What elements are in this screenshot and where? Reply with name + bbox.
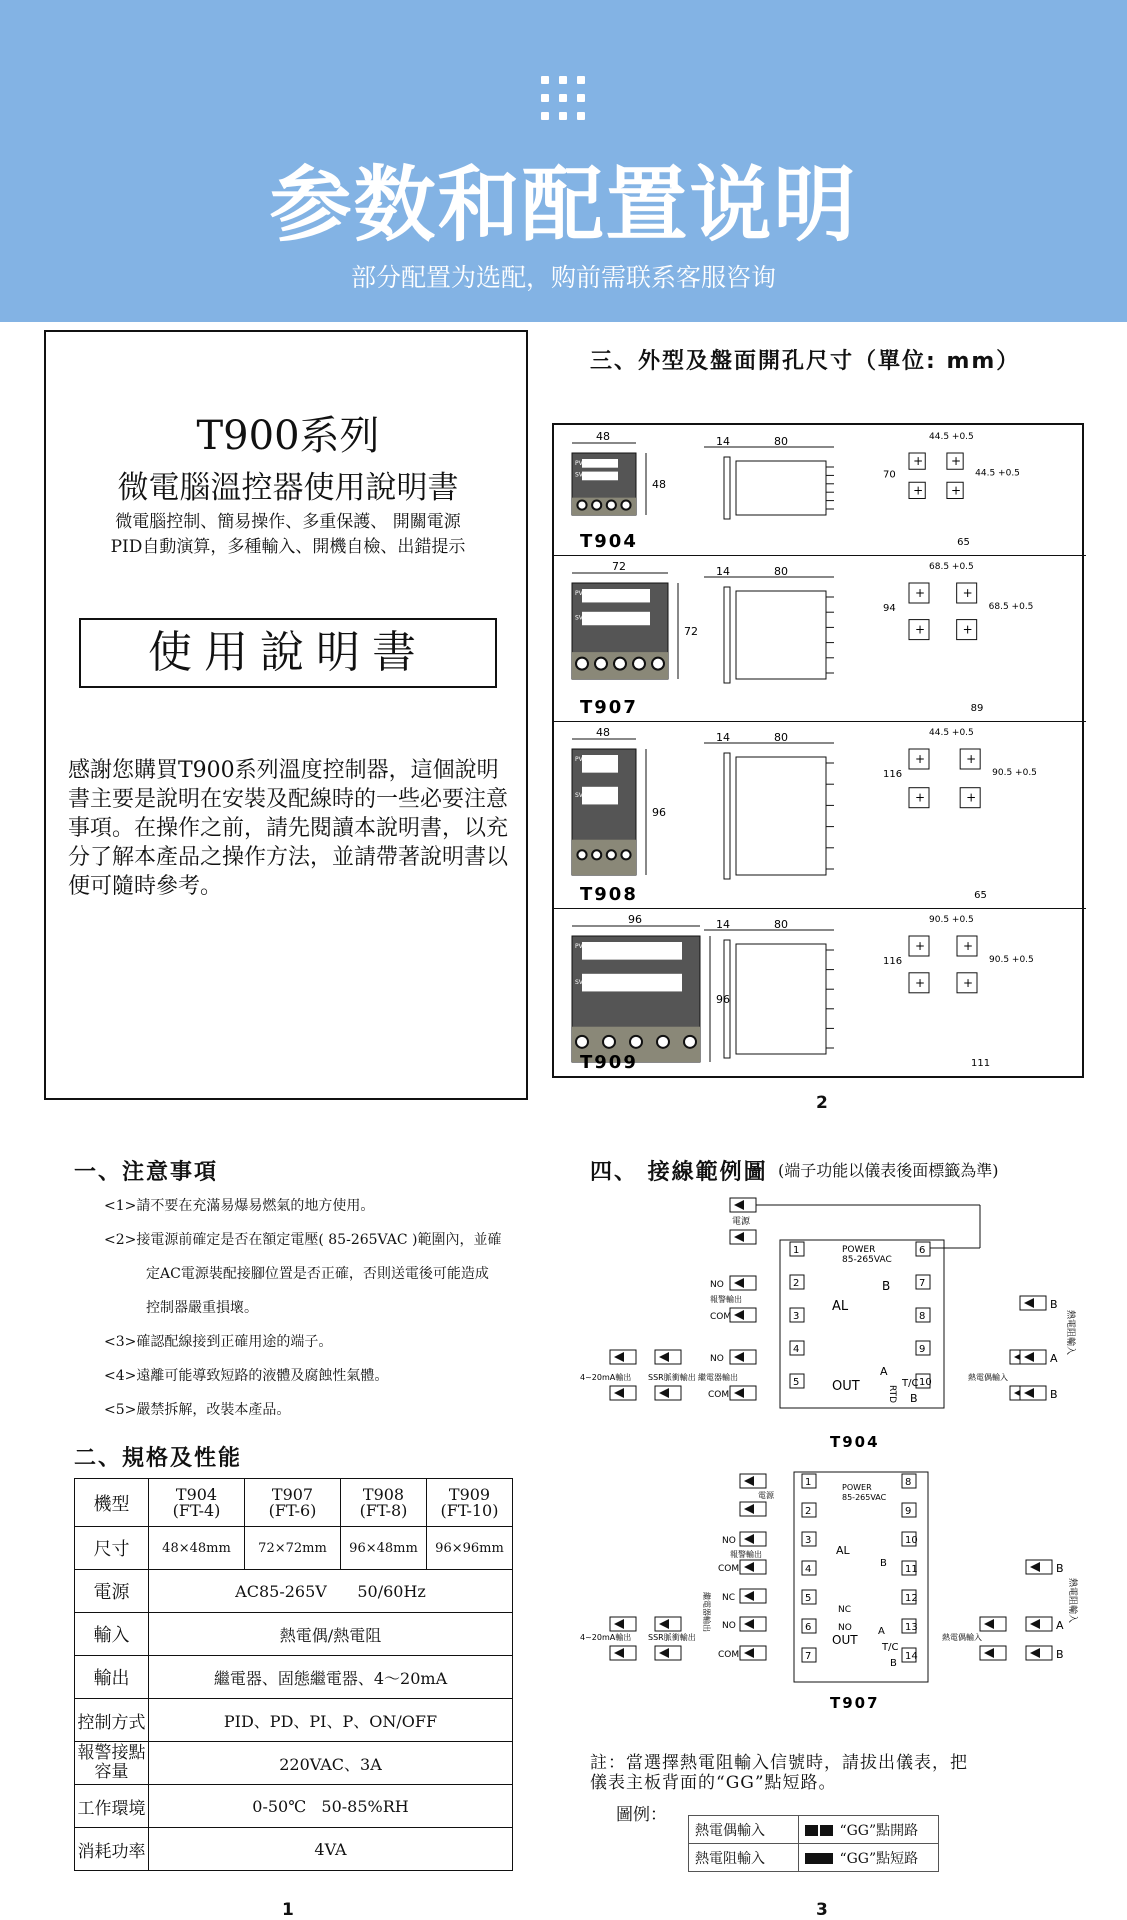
terminal-number: 13 <box>905 1622 918 1633</box>
pitch-horizontal-label: 65 <box>974 890 987 901</box>
banner-title: 参数和配置说明 <box>269 158 858 253</box>
table-row: 報警接點容量 220VAC、3A <box>75 1742 513 1785</box>
panel-button-icon <box>592 850 601 859</box>
side-body <box>736 591 826 679</box>
pitch-vertical-label: 70 <box>883 469 896 481</box>
cautions-list <box>104 1198 544 1436</box>
sv-display <box>582 612 650 625</box>
rtd-label: RTD <box>887 1385 897 1404</box>
crosshair-icon: + <box>915 622 926 637</box>
crosshair-icon: + <box>915 975 926 990</box>
no-label: NO <box>710 1354 724 1364</box>
pv-display <box>582 942 682 960</box>
side-bezel <box>724 587 730 683</box>
terminal-number: 2 <box>793 1278 800 1289</box>
page-number-2: 2 <box>816 1093 828 1113</box>
page-number-1: 1 <box>282 1900 294 1920</box>
relay-output-label: 繼電器輸出 <box>702 1592 711 1632</box>
panel-button-icon <box>633 658 645 670</box>
side-bezel <box>724 753 730 879</box>
section2-title: 二、規格及性能 <box>74 1446 243 1471</box>
dimension-drawings <box>554 425 1082 1076</box>
t907-label: T907 <box>830 1694 880 1710</box>
table-row: 熱電偶輸入 “GG”點開路 <box>689 1816 939 1844</box>
cutout-width-label: 90.5 +0.5 <box>929 915 974 925</box>
sv-display <box>582 974 682 992</box>
panel-button-icon <box>592 501 601 510</box>
terminal-number: 10 <box>919 1377 932 1388</box>
terminal-number: 5 <box>805 1593 812 1604</box>
terminal-number: 2 <box>805 1506 812 1517</box>
depth-a-label: 14 <box>716 435 730 448</box>
depth-b-label: 80 <box>774 435 788 448</box>
crosshair-icon: + <box>915 939 926 953</box>
sv-display <box>582 787 618 805</box>
t904-label: T904 <box>830 1433 880 1451</box>
a-label: A <box>1056 1619 1064 1632</box>
panel-button-icon <box>607 850 616 859</box>
section1-title: 一、注意事項 <box>74 1160 219 1185</box>
terminal-number: 4 <box>793 1344 800 1355</box>
tc-input-label: 熱電偶輸入 <box>968 1373 1008 1382</box>
b-label: B <box>880 1558 887 1569</box>
spec-table <box>74 1478 513 1871</box>
tc-input-label: 熱電偶輸入 <box>942 1633 982 1642</box>
terminal-number: 6 <box>919 1245 926 1256</box>
terminal-number: 9 <box>905 1506 912 1517</box>
terminal-number: 8 <box>919 1311 926 1322</box>
no-label: NO <box>838 1623 852 1633</box>
ma-output-label: 4~20mA輸出 <box>580 1373 632 1382</box>
terminal-number: 1 <box>793 1245 800 1256</box>
cutout-width-label: 44.5 +0.5 <box>929 728 974 738</box>
front-height-label: 72 <box>684 625 698 638</box>
cutout-width-label: 68.5 +0.5 <box>929 562 974 572</box>
pv-display <box>582 589 650 602</box>
terminal-number: 12 <box>905 1593 918 1604</box>
depth-a-label: 14 <box>716 731 730 744</box>
front-height-label: 48 <box>652 478 666 491</box>
caution-item: <4>遠離可能導致短路的液體及腐蝕性氣體。 <box>104 1368 389 1384</box>
com-label: COM <box>708 1390 730 1400</box>
table-row: 控制方式 PID、PD、PI、P、ON/OFF <box>75 1699 513 1742</box>
out-label: OUT <box>832 1379 860 1394</box>
table-row: 機型 T904 (FT-4) T907 (FT-6) T908 (FT-8) T909 (FT-10) <box>75 1479 513 1527</box>
panel-button-icon <box>577 501 586 510</box>
open-swatch-icon <box>805 1825 818 1836</box>
dimension-figure <box>552 423 1084 1078</box>
terminal-number: 1 <box>805 1477 812 1488</box>
terminal-number: 7 <box>919 1278 926 1289</box>
section3-title: 三、外型及盤面開孔尺寸（單位: mm） <box>590 349 1021 374</box>
table-row: 尺寸 48×48mm 72×72mm 96×48mm 96×96mm <box>75 1527 513 1570</box>
section4-subtitle: (端子功能以儀表後面標籤為準) <box>778 1161 999 1180</box>
crosshair-icon: + <box>962 586 973 600</box>
sv-label: SV <box>575 978 583 986</box>
alarm-output-label: 報警輸出 <box>730 1550 762 1559</box>
banner-subtitle: 部分配置为选配，购前需联系客服咨询 <box>350 263 776 292</box>
cover-intro: 感謝您購買T900系列溫度控制器，這個說明書主要是說明在安裝及配線時的一些必要注意事項。在操作之前，請先閱讀本說明書，以充分了解本產品之操作方法，並請帶著說明書以便可隨時參考。 <box>68 758 509 899</box>
rtd-input-label: 熱電阻輸入 <box>1067 1578 1077 1624</box>
crosshair-icon: + <box>966 790 977 805</box>
power-range-label: 85-265VAC <box>842 1255 892 1265</box>
model-label: T908 <box>580 884 638 905</box>
footnote: 註：當選擇熱電阻輸入信號時，請拔出儀表，把 儀表主板背面的“GG”點短路。 <box>590 1753 968 1793</box>
crosshair-icon: + <box>951 454 962 469</box>
caution-item: 定AC電源裝配接腳位置是否正確，否則送電後可能造成 <box>146 1266 489 1282</box>
sv-label: SV <box>575 471 583 479</box>
power-source-label: 電源 <box>732 1217 751 1227</box>
b-label: B <box>882 1279 891 1293</box>
terminal-number: 4 <box>805 1564 812 1575</box>
front-width-label: 72 <box>612 560 626 573</box>
table-row: 工作環境 0-50℃ 50-85%RH <box>75 1785 513 1828</box>
ma-output-label: 4~20mA輸出 <box>580 1633 632 1642</box>
nc-label: NC <box>722 1593 736 1603</box>
ssr-output-label: SSR脈衝輸出 <box>648 1373 696 1382</box>
depth-a-label: 14 <box>716 565 730 578</box>
table-row: 消耗功率 4VA <box>75 1828 513 1871</box>
cover-features: 微電腦控制、簡易操作、多重保護、 開關電源 PID自動演算，多種輸入、開機自檢、出錯提示 <box>110 512 466 557</box>
a-label: A <box>878 1626 885 1637</box>
b-label: B <box>1050 1388 1058 1401</box>
cutout-width-label: 44.5 +0.5 <box>929 432 974 442</box>
page-number-3: 3 <box>816 1900 828 1920</box>
power-source-label: 電源 <box>758 1491 774 1500</box>
front-width-label: 48 <box>596 430 610 443</box>
model-label: T909 <box>580 1052 638 1073</box>
panel-button-icon <box>684 1036 696 1048</box>
legend-table <box>688 1815 939 1872</box>
side-body <box>736 461 826 515</box>
panel-button-icon <box>630 1036 642 1048</box>
panel-button-icon <box>621 850 630 859</box>
terminal-number: 3 <box>805 1535 812 1546</box>
crosshair-icon: + <box>913 483 924 498</box>
front-height-label: 96 <box>716 993 730 1006</box>
pv-label: PV <box>575 590 583 597</box>
terminal-number: 6 <box>805 1622 812 1633</box>
com-label: COM <box>718 1564 740 1574</box>
crosshair-icon: + <box>963 939 974 953</box>
terminal-number: 11 <box>905 1564 918 1575</box>
pv-display <box>582 755 618 773</box>
com-label: COM <box>710 1312 732 1322</box>
cutout-height-label: 90.5 +0.5 <box>992 768 1037 778</box>
cover-manual-title: 微電腦溫控器使用說明書 <box>117 470 459 506</box>
power-label: POWER <box>842 1483 872 1492</box>
terminal-number: 9 <box>919 1344 926 1355</box>
rtd-input-label: 熱電阻輸入 <box>1065 1310 1075 1356</box>
model-label: T904 <box>580 531 638 552</box>
b-label: B <box>910 1392 918 1405</box>
table-row: 輸出 繼電器、固態繼電器、4～20mA <box>75 1656 513 1699</box>
terminal-number: 14 <box>905 1651 918 1662</box>
crosshair-icon: + <box>963 975 974 990</box>
table-row: 熱電阻輸入 “GG”點短路 <box>689 1844 939 1872</box>
crosshair-icon: + <box>915 752 926 766</box>
pv-label: PV <box>575 460 583 467</box>
wiring-diagrams <box>580 1190 1080 1710</box>
panel-button-icon <box>576 658 588 670</box>
depth-b-label: 80 <box>774 731 788 744</box>
a-label: A <box>1050 1352 1058 1365</box>
section4-title: 四、 接線範例圖 <box>590 1160 768 1185</box>
ssr-output-label: SSR脈衝輸出 <box>648 1633 696 1642</box>
nc-label: NC <box>838 1605 852 1615</box>
depth-b-label: 80 <box>774 565 788 578</box>
no-label: NO <box>722 1621 736 1631</box>
crosshair-icon: + <box>915 790 926 805</box>
pitch-horizontal-label: 89 <box>970 703 984 714</box>
side-body <box>736 944 826 1054</box>
caution-item: <3>確認配線接到正確用途的端子。 <box>104 1334 333 1350</box>
crosshair-icon: + <box>915 586 926 600</box>
sv-display <box>582 472 618 481</box>
sv-label: SV <box>575 614 583 622</box>
panel-button-icon <box>614 658 626 670</box>
panel-button-icon <box>576 1036 588 1048</box>
power-label: POWER <box>842 1245 876 1255</box>
crosshair-icon: + <box>913 454 924 469</box>
cutout-height-label: 44.5 +0.5 <box>975 468 1020 479</box>
caution-item: <5>嚴禁拆解，改裝本產品。 <box>104 1402 291 1418</box>
a-label: A <box>880 1365 888 1378</box>
front-height-label: 96 <box>652 806 666 819</box>
pitch-vertical-label: 116 <box>883 956 903 967</box>
tc-label: T/C <box>902 1378 919 1389</box>
terminal-number: 10 <box>905 1535 918 1546</box>
cover-box-title: 使用說明書 <box>79 618 497 688</box>
pv-label: PV <box>575 943 583 950</box>
table-row: 電源 AC85-265V 50/60Hz <box>75 1570 513 1613</box>
relay-output-label: 繼電器輸出 <box>698 1373 738 1382</box>
pitch-vertical-label: 116 <box>883 769 903 780</box>
sv-label: SV <box>575 791 583 799</box>
depth-b-label: 80 <box>774 918 788 931</box>
depth-a-label: 14 <box>716 918 730 931</box>
legend-title: 圖例： <box>616 1805 667 1825</box>
power-range-label: 85-265VAC <box>842 1493 887 1502</box>
b-label: B <box>1056 1562 1064 1575</box>
panel-button-icon <box>621 501 630 510</box>
terminal-number: 3 <box>793 1311 800 1322</box>
dots-icon <box>541 76 585 122</box>
panel-button-icon <box>603 1036 615 1048</box>
b-label: B <box>890 1658 897 1669</box>
crosshair-icon: + <box>962 622 973 637</box>
terminal-number: 7 <box>805 1651 812 1662</box>
model-label: T907 <box>580 697 638 718</box>
pitch-horizontal-label: 111 <box>971 1058 991 1069</box>
panel-button-icon <box>657 1036 669 1048</box>
al-label: AL <box>832 1299 849 1314</box>
pv-display <box>582 459 618 468</box>
pitch-vertical-label: 94 <box>883 603 896 614</box>
terminal-number: 5 <box>793 1377 800 1388</box>
short-swatch-icon <box>805 1853 833 1864</box>
caution-item: <1>請不要在充滿易爆易燃氣的地方使用。 <box>104 1198 375 1214</box>
side-body <box>736 757 826 875</box>
panel-button-icon <box>652 658 664 670</box>
terminal-number: 8 <box>905 1477 912 1488</box>
cutout-height-label: 68.5 +0.5 <box>988 602 1034 612</box>
crosshair-icon: + <box>951 483 962 498</box>
no-label: NO <box>722 1536 736 1546</box>
cutout-height-label: 90.5 +0.5 <box>989 955 1034 965</box>
pv-label: PV <box>575 756 583 763</box>
panel-button-icon <box>577 850 586 859</box>
side-bezel <box>724 457 730 519</box>
front-width-label: 48 <box>596 726 610 739</box>
front-width-label: 96 <box>628 913 642 926</box>
pitch-horizontal-label: 65 <box>957 537 970 548</box>
cover-series: T900系列 <box>196 413 380 459</box>
alarm-output-label: 報警輸出 <box>710 1295 742 1304</box>
out-label: OUT <box>832 1633 858 1647</box>
b-label: B <box>1050 1298 1058 1311</box>
table-row: 輸入 熱電偶/熱電阻 <box>75 1613 513 1656</box>
al-label: AL <box>836 1544 850 1557</box>
panel-button-icon <box>595 658 607 670</box>
b-label: B <box>1056 1648 1064 1661</box>
manual-cover <box>44 330 528 1100</box>
crosshair-icon: + <box>966 752 977 766</box>
com-label: COM <box>718 1650 740 1660</box>
tc-label: T/C <box>882 1642 899 1653</box>
no-label: NO <box>710 1280 724 1290</box>
panel-button-icon <box>607 501 616 510</box>
caution-item: <2>接電源前確定是否在額定電壓( 85-265VAC )範圍內，並確 <box>104 1232 502 1248</box>
header-banner <box>0 0 1127 322</box>
caution-item: 控制器嚴重損壞。 <box>146 1300 258 1316</box>
